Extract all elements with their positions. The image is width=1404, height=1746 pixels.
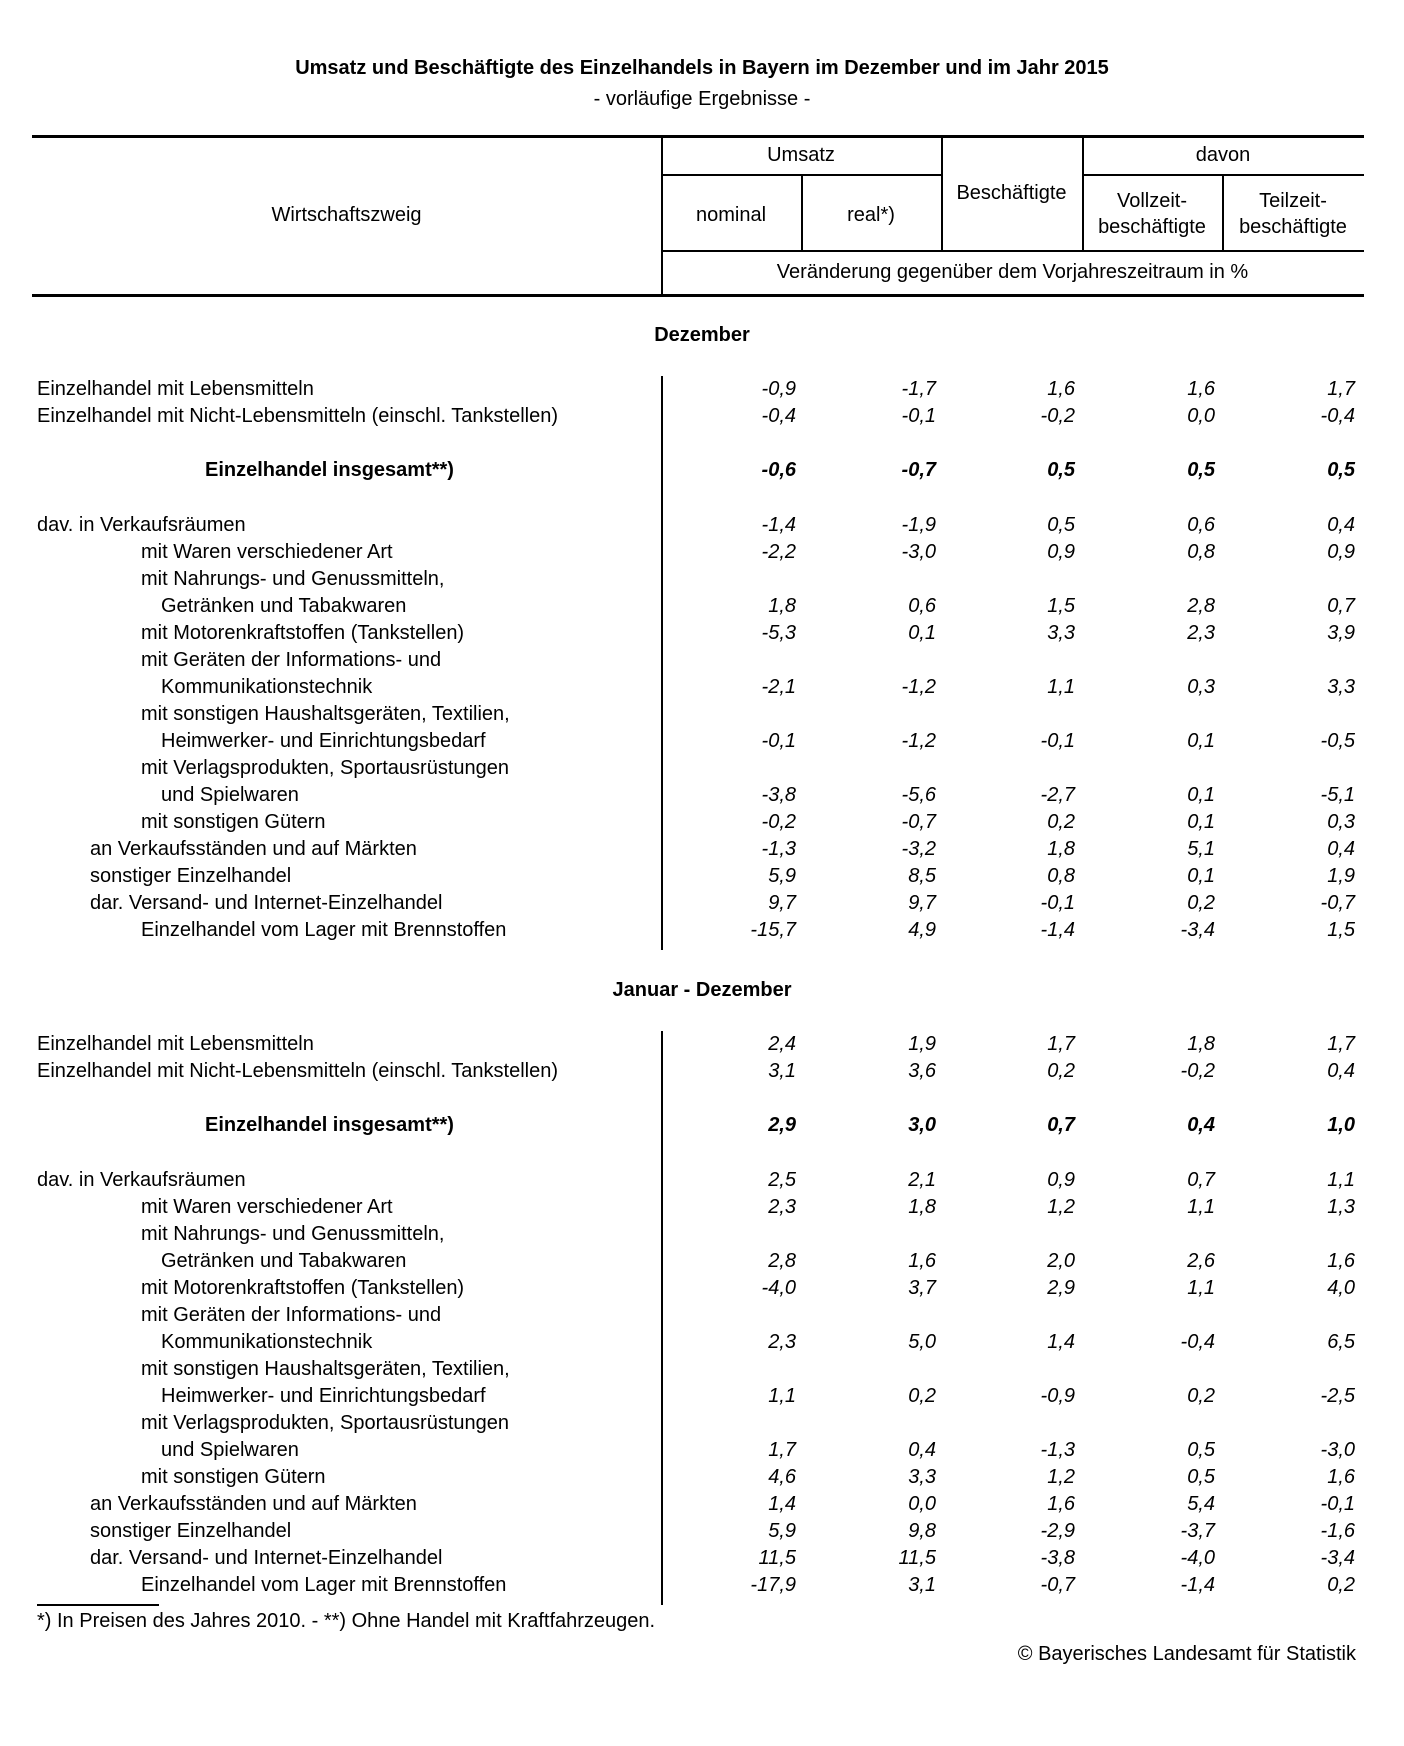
nominal-value: 2,3 — [768, 1331, 796, 1353]
table-row — [0, 674, 1404, 701]
employees-value: 1,6 — [1047, 1493, 1075, 1515]
header-branch: Wirtschaftszweig — [271, 204, 422, 226]
row-label: mit Motorenkraftstoffen (Tankstellen) — [141, 1277, 465, 1299]
nominal-value: -0,6 — [761, 459, 796, 481]
parttime-value: 0,4 — [1327, 838, 1355, 860]
row-label: dav. in Verkaufsräumen — [37, 514, 246, 536]
real-value: 9,8 — [908, 1520, 936, 1542]
parttime-value: -1,6 — [1320, 1520, 1355, 1542]
fulltime-value: 0,5 — [1187, 1439, 1215, 1461]
row-label: Einzelhandel insgesamt**) — [205, 459, 454, 481]
employees-value: 0,9 — [1047, 1169, 1075, 1191]
employees-value: -0,1 — [1040, 730, 1075, 752]
nominal-value: 1,4 — [768, 1493, 796, 1515]
parttime-value: 1,3 — [1327, 1196, 1355, 1218]
real-value: 3,3 — [908, 1466, 936, 1488]
row-label: sonstiger Einzelhandel — [90, 865, 292, 887]
employees-value: -3,8 — [1040, 1547, 1075, 1569]
real-value: 3,6 — [908, 1060, 936, 1082]
table-row — [0, 1221, 1404, 1248]
row-label: mit Nahrungs- und Genussmitteln, — [141, 568, 445, 590]
row-label: mit sonstigen Gütern — [141, 811, 326, 833]
header-umsatz: Umsatz — [767, 144, 835, 166]
table-row — [0, 1410, 1404, 1437]
table-row — [0, 1329, 1404, 1356]
row-label: mit Geräten der Informations- und — [141, 649, 442, 671]
table-row — [0, 1248, 1404, 1275]
employees-value: 0,9 — [1047, 541, 1075, 563]
employees-value: 3,3 — [1047, 622, 1075, 644]
table-row — [0, 1167, 1404, 1194]
parttime-value: 3,9 — [1327, 622, 1355, 644]
row-label: Einzelhandel vom Lager mit Brennstoffen — [141, 1574, 507, 1596]
parttime-value: 0,7 — [1327, 595, 1355, 617]
table-row — [0, 512, 1404, 539]
nominal-value: 1,7 — [768, 1439, 796, 1461]
parttime-value: -5,1 — [1320, 784, 1355, 806]
fulltime-value: -1,4 — [1180, 1574, 1215, 1596]
row-label: Kommunikationstechnik — [161, 676, 373, 698]
real-value: 0,4 — [908, 1439, 936, 1461]
fulltime-value: -0,4 — [1180, 1331, 1215, 1353]
real-value: 3,1 — [908, 1574, 936, 1596]
nominal-value: -3,8 — [761, 784, 796, 806]
real-value: -1,7 — [901, 378, 936, 400]
real-value: -5,6 — [901, 784, 936, 806]
employees-value: -0,2 — [1040, 405, 1075, 427]
table-row — [0, 1031, 1404, 1058]
header-employees: Beschäftigte — [956, 182, 1067, 204]
nominal-value: 3,1 — [768, 1060, 796, 1082]
parttime-value: -0,1 — [1320, 1493, 1355, 1515]
real-value: 3,7 — [908, 1277, 936, 1299]
table-row — [0, 376, 1404, 403]
nominal-value: 2,8 — [768, 1250, 796, 1272]
row-label: mit sonstigen Haushaltsgeräten, Textilien, — [141, 703, 510, 725]
fulltime-value: -3,4 — [1180, 919, 1215, 941]
header-fulltime-line2: beschäftigte — [1098, 216, 1206, 238]
fulltime-value: 1,6 — [1187, 378, 1215, 400]
row-label: mit Geräten der Informations- und — [141, 1304, 442, 1326]
fulltime-value: 0,1 — [1187, 730, 1215, 752]
row-label: mit Verlagsprodukten, Sportausrüstungen — [141, 1412, 509, 1434]
table-row — [0, 1383, 1404, 1410]
parttime-value: -0,4 — [1320, 405, 1355, 427]
table-row — [0, 1302, 1404, 1329]
nominal-value: -17,9 — [750, 1574, 796, 1596]
nominal-value: 2,3 — [768, 1196, 796, 1218]
table-row — [0, 1572, 1404, 1599]
employees-value: 0,8 — [1047, 865, 1075, 887]
fulltime-value: 1,1 — [1187, 1196, 1215, 1218]
header-real: real*) — [847, 204, 895, 226]
employees-value: 2,9 — [1047, 1277, 1075, 1299]
row-label: Einzelhandel mit Nicht-Lebensmitteln (einschl. Tankstellen) — [37, 405, 558, 427]
nominal-value: -5,3 — [761, 622, 796, 644]
fulltime-value: 0,1 — [1187, 865, 1215, 887]
employees-value: 0,2 — [1047, 811, 1075, 833]
header-davon: davon — [1195, 144, 1251, 166]
real-value: 1,9 — [908, 1033, 936, 1055]
row-label: Getränken und Tabakwaren — [161, 595, 407, 617]
table-row — [0, 890, 1404, 917]
fulltime-value: 5,4 — [1187, 1493, 1215, 1515]
employees-value: 1,4 — [1047, 1331, 1075, 1353]
fulltime-value: 0,4 — [1187, 1114, 1215, 1136]
table-row — [0, 1518, 1404, 1545]
row-label: Einzelhandel insgesamt**) — [205, 1114, 454, 1136]
row-label: mit Waren verschiedener Art — [141, 1196, 393, 1218]
parttime-value: -2,5 — [1320, 1385, 1355, 1407]
parttime-value: 1,6 — [1327, 1466, 1355, 1488]
section-title: Dezember — [654, 324, 750, 346]
page-title: Umsatz und Beschäftigte des Einzelhandels in Bayern im Dezember und im Jahr 2015 — [295, 57, 1109, 79]
parttime-value: 6,5 — [1327, 1331, 1355, 1353]
row-label: Getränken und Tabakwaren — [161, 1250, 407, 1272]
table-row — [0, 755, 1404, 782]
fulltime-value: 0,2 — [1187, 1385, 1215, 1407]
real-value: 11,5 — [898, 1547, 936, 1569]
table-row — [0, 1491, 1404, 1518]
nominal-value: -4,0 — [761, 1277, 796, 1299]
employees-value: -2,9 — [1040, 1520, 1075, 1542]
nominal-value: -2,1 — [761, 676, 796, 698]
real-value: 3,0 — [908, 1114, 936, 1136]
employees-value: 2,0 — [1047, 1250, 1075, 1272]
parttime-value: 4,0 — [1327, 1277, 1355, 1299]
parttime-value: 1,1 — [1327, 1169, 1355, 1191]
real-value: 0,6 — [908, 595, 936, 617]
nominal-value: -1,3 — [761, 838, 796, 860]
header-bottom-rule — [32, 294, 1364, 297]
parttime-value: 1,0 — [1327, 1114, 1355, 1136]
parttime-value: 0,5 — [1327, 459, 1355, 481]
fulltime-value: 0,2 — [1187, 892, 1215, 914]
employees-value: 0,5 — [1047, 514, 1075, 536]
real-value: 0,0 — [908, 1493, 936, 1515]
parttime-value: 0,3 — [1327, 811, 1355, 833]
row-label: Einzelhandel mit Nicht-Lebensmitteln (einschl. Tankstellen) — [37, 1060, 558, 1082]
row-label: Kommunikationstechnik — [161, 1331, 373, 1353]
parttime-value: -0,7 — [1320, 892, 1355, 914]
table-row — [0, 1464, 1404, 1491]
row-label: mit Nahrungs- und Genussmitteln, — [141, 1223, 445, 1245]
table-row — [0, 728, 1404, 755]
fulltime-value: -0,2 — [1180, 1060, 1215, 1082]
table-row — [0, 701, 1404, 728]
parttime-value: 1,7 — [1327, 378, 1355, 400]
employees-value: 1,7 — [1047, 1033, 1075, 1055]
row-label: dar. Versand- und Internet-Einzelhandel — [90, 1547, 443, 1569]
page-subtitle: - vorläufige Ergebnisse - — [593, 88, 811, 110]
employees-value: 0,7 — [1047, 1114, 1075, 1136]
real-value: 0,2 — [908, 1385, 936, 1407]
section-title: Januar - Dezember — [612, 979, 792, 1001]
header-fulltime-line1: Vollzeit- — [1116, 190, 1188, 212]
nominal-value: -15,7 — [750, 919, 796, 941]
fulltime-value: 0,5 — [1187, 1466, 1215, 1488]
employees-value: -0,7 — [1040, 1574, 1075, 1596]
real-value: 0,1 — [908, 622, 936, 644]
employees-value: -1,3 — [1040, 1439, 1075, 1461]
nominal-value: 5,9 — [768, 1520, 796, 1542]
real-value: 9,7 — [908, 892, 936, 914]
real-value: -3,2 — [901, 838, 936, 860]
header-parttime — [1222, 188, 1364, 240]
row-label: mit Verlagsprodukten, Sportausrüstungen — [141, 757, 509, 779]
parttime-value: 3,3 — [1327, 676, 1355, 698]
fulltime-value: 0,1 — [1187, 784, 1215, 806]
row-label: Einzelhandel vom Lager mit Brennstoffen — [141, 919, 507, 941]
table-row — [0, 1112, 1404, 1139]
footnote-rule — [37, 1604, 159, 1606]
nominal-value: -0,1 — [761, 730, 796, 752]
table-row — [0, 403, 1404, 430]
table-row — [0, 1058, 1404, 1085]
header-top-rule — [32, 135, 1364, 138]
fulltime-value: 2,8 — [1187, 595, 1215, 617]
row-label: Heimwerker- und Einrichtungsbedarf — [161, 730, 486, 752]
row-label: mit sonstigen Gütern — [141, 1466, 326, 1488]
parttime-value: 0,2 — [1327, 1574, 1355, 1596]
parttime-value: -3,4 — [1320, 1547, 1355, 1569]
header-change-unit: Veränderung gegenüber dem Vorjahreszeitraum in % — [776, 261, 1249, 283]
real-value: 2,1 — [908, 1169, 936, 1191]
fulltime-value: 2,3 — [1187, 622, 1215, 644]
row-label: dav. in Verkaufsräumen — [37, 1169, 246, 1191]
parttime-value: 1,5 — [1327, 919, 1355, 941]
row-label: dar. Versand- und Internet-Einzelhandel — [90, 892, 443, 914]
employees-value: -2,7 — [1040, 784, 1075, 806]
table-row — [0, 457, 1404, 484]
nominal-value: -0,4 — [761, 405, 796, 427]
real-value: -3,0 — [901, 541, 936, 563]
employees-value: 0,5 — [1047, 459, 1075, 481]
nominal-value: -2,2 — [761, 541, 796, 563]
table-row — [0, 1194, 1404, 1221]
fulltime-value: 1,1 — [1187, 1277, 1215, 1299]
real-value: -1,9 — [901, 514, 936, 536]
fulltime-value: 2,6 — [1187, 1250, 1215, 1272]
nominal-value: 5,9 — [768, 865, 796, 887]
fulltime-value: 0,0 — [1187, 405, 1215, 427]
table-row — [0, 917, 1404, 944]
fulltime-value: 0,8 — [1187, 541, 1215, 563]
row-label: und Spielwaren — [161, 784, 299, 806]
real-value: -1,2 — [901, 676, 936, 698]
fulltime-value: -3,7 — [1180, 1520, 1215, 1542]
row-label: Einzelhandel mit Lebensmitteln — [37, 378, 314, 400]
header-nominal: nominal — [695, 204, 767, 226]
employees-value: 1,5 — [1047, 595, 1075, 617]
nominal-value: 2,4 — [768, 1033, 796, 1055]
table-row — [0, 593, 1404, 620]
header-parttime-line1: Teilzeit- — [1259, 190, 1327, 212]
table-row — [0, 566, 1404, 593]
fulltime-value: -4,0 — [1180, 1547, 1215, 1569]
header-fulltime — [1082, 188, 1222, 240]
row-label: an Verkaufsständen und auf Märkten — [90, 1493, 417, 1515]
employees-value: -1,4 — [1040, 919, 1075, 941]
parttime-value: 0,4 — [1327, 514, 1355, 536]
employees-value: -0,9 — [1040, 1385, 1075, 1407]
row-label: Heimwerker- und Einrichtungsbedarf — [161, 1385, 486, 1407]
row-label: mit Waren verschiedener Art — [141, 541, 393, 563]
employees-value: 1,8 — [1047, 838, 1075, 860]
employees-value: 1,2 — [1047, 1196, 1075, 1218]
real-value: -0,7 — [901, 811, 936, 833]
parttime-value: 1,9 — [1327, 865, 1355, 887]
real-value: -0,7 — [901, 459, 936, 481]
nominal-value: -1,4 — [761, 514, 796, 536]
fulltime-value: 0,1 — [1187, 811, 1215, 833]
real-value: 1,8 — [908, 1196, 936, 1218]
header-parttime-line2: beschäftigte — [1239, 216, 1347, 238]
table-row — [0, 620, 1404, 647]
nominal-value: 1,8 — [768, 595, 796, 617]
table-row — [0, 836, 1404, 863]
real-value: 1,6 — [908, 1250, 936, 1272]
nominal-value: -0,2 — [761, 811, 796, 833]
table-row — [0, 782, 1404, 809]
table-row — [0, 1437, 1404, 1464]
employees-value: 1,6 — [1047, 378, 1075, 400]
table-row — [0, 1356, 1404, 1383]
nominal-value: 9,7 — [768, 892, 796, 914]
real-value: 8,5 — [908, 865, 936, 887]
table-row — [0, 539, 1404, 566]
nominal-value: 11,5 — [758, 1547, 796, 1569]
real-value: 5,0 — [908, 1331, 936, 1353]
table-row — [0, 1275, 1404, 1302]
nominal-value: 2,5 — [768, 1169, 796, 1191]
nominal-value: 1,1 — [768, 1385, 796, 1407]
parttime-value: -3,0 — [1320, 1439, 1355, 1461]
nominal-value: 4,6 — [768, 1466, 796, 1488]
table-row — [0, 647, 1404, 674]
fulltime-value: 0,3 — [1187, 676, 1215, 698]
row-label: an Verkaufsständen und auf Märkten — [90, 838, 417, 860]
copyright: © Bayerisches Landesamt für Statistik — [1017, 1643, 1356, 1665]
row-label: mit Motorenkraftstoffen (Tankstellen) — [141, 622, 465, 644]
table-row — [0, 863, 1404, 890]
row-label: sonstiger Einzelhandel — [90, 1520, 292, 1542]
employees-value: -0,1 — [1040, 892, 1075, 914]
table-row — [0, 1545, 1404, 1572]
fulltime-value: 0,5 — [1187, 459, 1215, 481]
header-sub-rule — [661, 250, 1364, 252]
row-label: Einzelhandel mit Lebensmitteln — [37, 1033, 314, 1055]
parttime-value: 0,4 — [1327, 1060, 1355, 1082]
fulltime-value: 0,7 — [1187, 1169, 1215, 1191]
employees-value: 1,1 — [1047, 676, 1075, 698]
row-label: mit sonstigen Haushaltsgeräten, Textilien, — [141, 1358, 510, 1380]
table-row — [0, 809, 1404, 836]
row-label: und Spielwaren — [161, 1439, 299, 1461]
employees-value: 0,2 — [1047, 1060, 1075, 1082]
fulltime-value: 5,1 — [1187, 838, 1215, 860]
real-value: 4,9 — [908, 919, 936, 941]
nominal-value: -0,9 — [761, 378, 796, 400]
real-value: -1,2 — [901, 730, 936, 752]
parttime-value: 0,9 — [1327, 541, 1355, 563]
fulltime-value: 1,8 — [1187, 1033, 1215, 1055]
parttime-value: -0,5 — [1320, 730, 1355, 752]
fulltime-value: 0,6 — [1187, 514, 1215, 536]
footnote: *) In Preisen des Jahres 2010. - **) Ohne Handel mit Kraftfahrzeugen. — [37, 1610, 656, 1632]
real-value: -0,1 — [901, 405, 936, 427]
parttime-value: 1,6 — [1327, 1250, 1355, 1272]
nominal-value: 2,9 — [768, 1114, 796, 1136]
parttime-value: 1,7 — [1327, 1033, 1355, 1055]
employees-value: 1,2 — [1047, 1466, 1075, 1488]
